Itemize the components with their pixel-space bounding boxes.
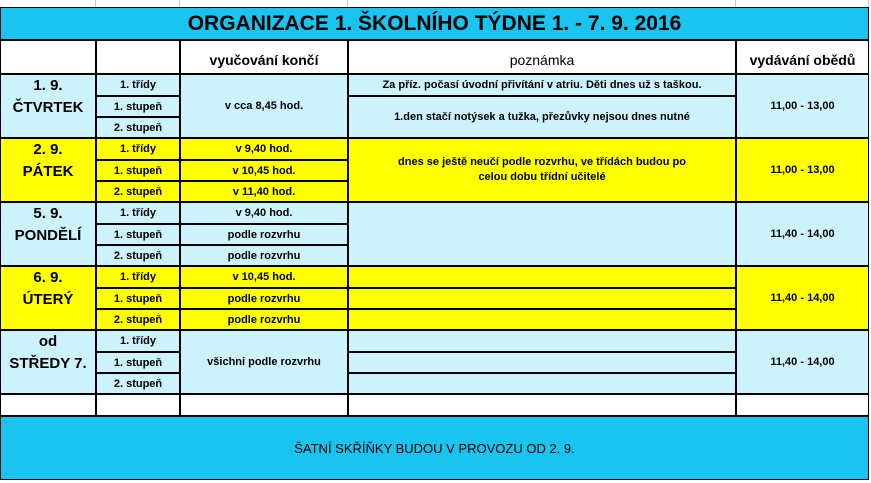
spacer-cell (96, 394, 180, 416)
end-time: v 9,40 hod. (180, 202, 348, 224)
spacer-cell (0, 394, 96, 416)
note-empty (348, 373, 736, 394)
note-empty (348, 288, 736, 309)
end-time: podle rozvrhu (180, 224, 348, 245)
note-empty (348, 309, 736, 330)
day-cell-monday (0, 202, 96, 266)
group-label: 2. stupeň (96, 117, 180, 138)
header-lunch: vydávání obědů (736, 40, 869, 74)
end-time: podle rozvrhu (180, 309, 348, 330)
day-name: PÁTEK (22, 163, 74, 180)
end-time: v 10,45 hod. (180, 266, 348, 288)
footer-notice: ŠATNÍ SKŘÍŇKY BUDOU V PROVOZU OD 2. 9. (0, 416, 869, 480)
end-time: v 9,40 hod. (180, 138, 348, 160)
group-label: 2. stupeň (96, 309, 180, 330)
header-end-of-lessons: vyučování končí (180, 40, 348, 74)
day-cell-friday (0, 138, 96, 202)
day-cell-tuesday (0, 266, 96, 330)
day-cell-wednesday (0, 330, 96, 394)
day-name: ČTVRTEK (12, 99, 84, 116)
end-time: podle rozvrhu (180, 245, 348, 266)
note-empty (348, 266, 736, 288)
end-time: v 10,45 hod. (180, 160, 348, 181)
group-label: 1. třídy (96, 202, 180, 224)
group-label: 1. stupeň (96, 224, 180, 245)
lunch-time: 11,40 - 14,00 (736, 330, 869, 394)
group-label: 1. třídy (96, 330, 180, 352)
header-blank-group (96, 40, 180, 74)
note-text: Za příz. počasí úvodní přivítání v atriu. Děti dnes už s taškou. (348, 74, 736, 96)
end-time: v cca 8,45 hod. (180, 74, 348, 138)
day-name: ÚTERÝ (22, 291, 74, 308)
header-blank-day (0, 40, 96, 74)
end-time: v 11,40 hod. (180, 181, 348, 202)
spacer-cell (348, 394, 736, 416)
note-text: 1.den stačí notýsek a tužka, přezůvky nejsou dnes nutné (348, 96, 736, 138)
group-label: 1. stupeň (96, 288, 180, 309)
day-date: 2. 9. (33, 141, 63, 158)
spacer-cell (736, 394, 869, 416)
note-empty (348, 330, 736, 352)
note-empty (348, 352, 736, 373)
page-title: ORGANIZACE 1. ŠKOLNÍHO TÝDNE 1. - 7. 9. 2016 (0, 7, 869, 40)
note-empty (348, 202, 736, 266)
group-label: 1. třídy (96, 138, 180, 160)
day-date: 1. 9. (33, 77, 63, 94)
group-label: 1. stupeň (96, 352, 180, 373)
day-cell-thursday (0, 74, 96, 138)
group-label: 1. třídy (96, 74, 180, 96)
day-date: od (38, 333, 58, 350)
group-label: 2. stupeň (96, 373, 180, 394)
end-time: všichni podle rozvrhu (180, 330, 348, 394)
note-text: dnes se ještě neučí podle rozvrhu, ve třídách budou po celou dobu třídní učitelé (348, 138, 736, 202)
end-time: podle rozvrhu (180, 288, 348, 309)
day-date: 6. 9. (33, 269, 63, 286)
group-label: 2. stupeň (96, 181, 180, 202)
lunch-time: 11,00 - 13,00 (736, 138, 869, 202)
lunch-time: 11,40 - 14,00 (736, 202, 869, 266)
lunch-time: 11,40 - 14,00 (736, 266, 869, 330)
spacer-cell (180, 394, 348, 416)
day-name: PONDĚLÍ (14, 227, 82, 244)
group-label: 1. třídy (96, 266, 180, 288)
lunch-time: 11,00 - 13,00 (736, 74, 869, 138)
header-note: poznámka (348, 40, 736, 74)
day-date: 5. 9. (33, 205, 63, 222)
group-label: 1. stupeň (96, 160, 180, 181)
group-label: 1. stupeň (96, 96, 180, 117)
group-label: 2. stupeň (96, 245, 180, 266)
day-name: STŘEDY 7. (9, 355, 87, 372)
